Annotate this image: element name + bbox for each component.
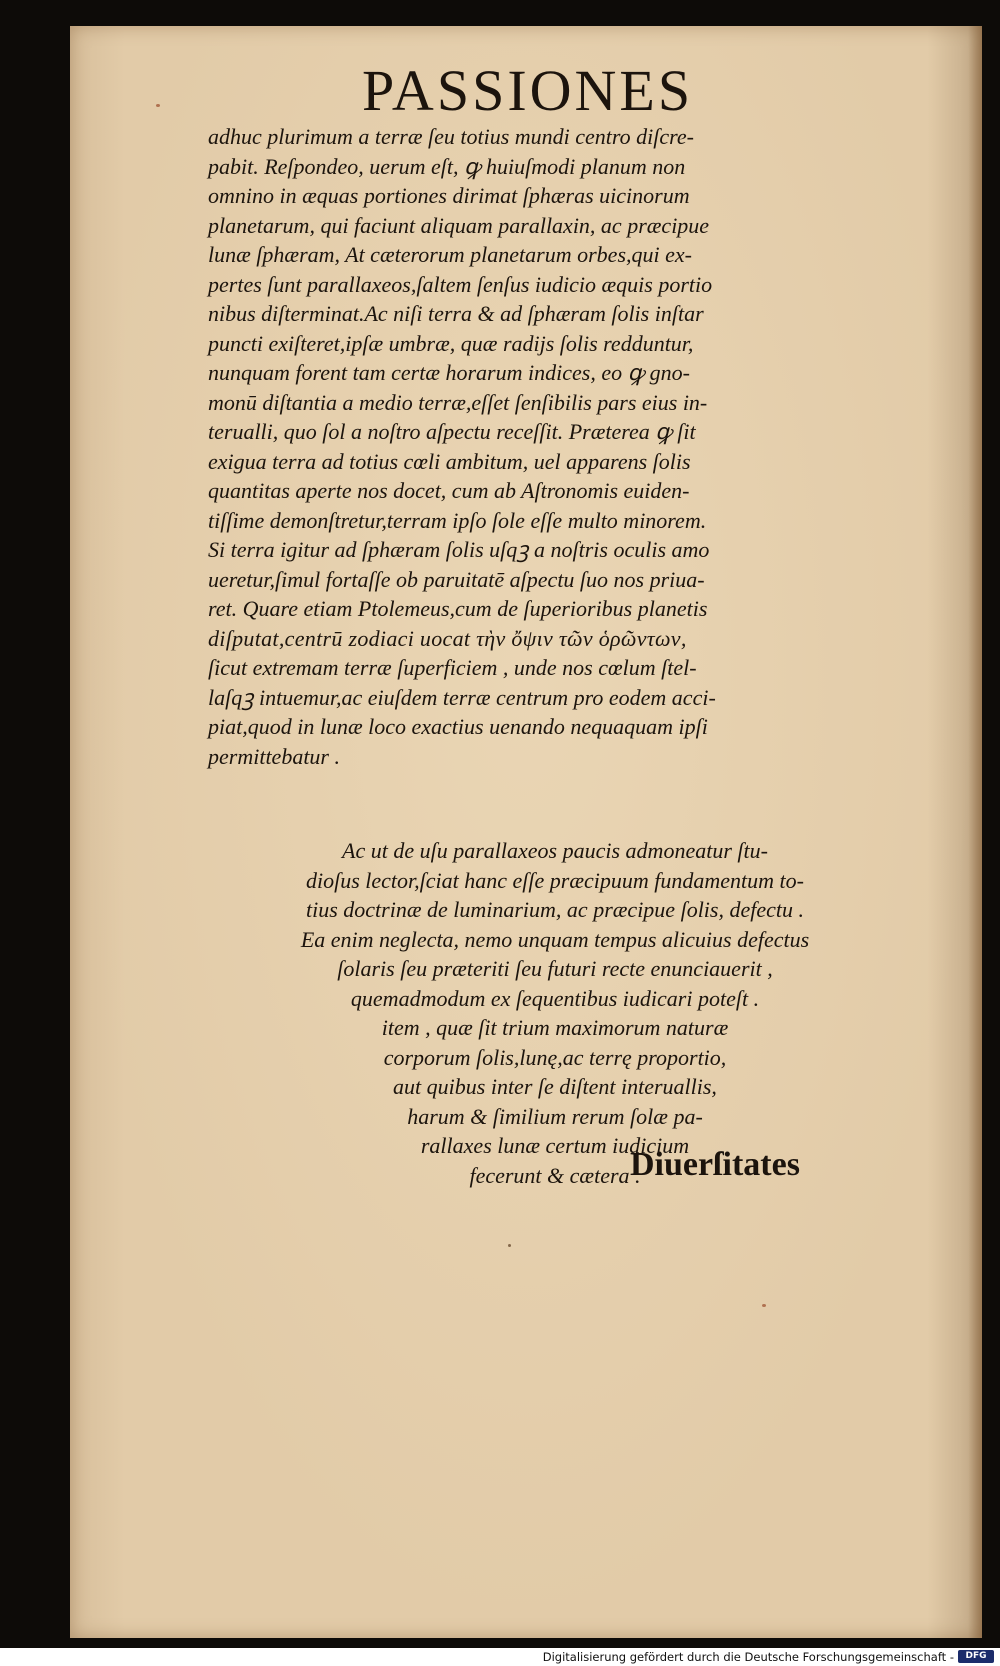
text-line: harum & ſimilium rerum ſolæ pa- — [407, 1103, 703, 1129]
digitization-credit: Digitalisierung gefördert durch die Deutsche Forschungsgemeinschaft - — [542, 1650, 954, 1664]
text-line: laſqꝫ intuemur,ac eiuſdem terræ centrum pro eodem acci- — [208, 684, 716, 710]
text-line-greek: diſputat,centrū zodiaci uocat τὴν ὄψιν τῶν ὁρῶντων, — [208, 625, 687, 651]
text-line: ueretur,ſimul fortaſſe ob paruitatē aſpectu ſuo nos priua- — [208, 566, 705, 592]
text-line: tius doctrinæ de luminarium, ac præcipue ſolis, defectu . — [305, 897, 804, 922]
catchword: Diuerſitates — [630, 1146, 800, 1183]
text-line: corporum ſolis,lunę,ac terrę proportio, — [383, 1044, 727, 1070]
text-line: quemadmodum ex ſequentibus iudicari poteſt . — [350, 985, 760, 1011]
page-edge-shadow — [968, 26, 982, 1638]
paper-speck — [508, 1244, 511, 1247]
text-line: rallaxes lunæ certum iudicium — [420, 1133, 690, 1158]
text-line: tiſſime demonſtretur,terram ipſo ſole eſſe multo minorem. — [208, 507, 707, 533]
text-line: monū diſtantia a medio terræ,eſſet ſenſibilis pars eius in- — [208, 389, 708, 415]
text-line: pertes ſunt parallaxeos,ſaltem ſenſus iudicio æquis portio — [208, 271, 713, 297]
text-line: puncti exiſteret,ipſæ umbræ, quæ radijs ſolis redduntur, — [208, 330, 694, 356]
text-line: adhuc plurimum a terræ ſeu totius mundi centro diſcre- — [208, 124, 694, 149]
dfg-logo: DFG — [958, 1650, 994, 1663]
text-line: planetarum, qui faciunt aliquam parallaxin, ac præcipue — [208, 212, 710, 238]
text-line: dioſus lector,ſciat hanc eſſe præcipuum fundamentum to- — [306, 867, 804, 893]
text-line: Ea enim neglecta, nemo unquam tempus alicuius defectus — [300, 926, 810, 952]
paragraph-1 — [208, 122, 898, 771]
text-line: omnino in æquas portiones dirimat ſphæras uicinorum — [208, 183, 690, 208]
text-line: aut quibus inter ſe diſtent interuallis, — [393, 1074, 717, 1099]
running-head: PASSIONES — [362, 58, 694, 123]
text-line: nibus diſterminat.Ac niſi terra & ad ſphæram ſolis inſtar — [208, 301, 704, 326]
text-line: pabit. Reſpondeo, uerum eſt, ꝙ huiuſmodi planum non — [208, 153, 686, 179]
text-line: nunquam forent tam certæ horarum indices, eo ꝙ gno- — [208, 360, 690, 385]
paper-speck — [762, 1304, 766, 1307]
paper-speck — [156, 104, 160, 107]
text-line: piat,quod in lunæ loco exactius uenando nequaquam ipſi — [208, 714, 708, 739]
paragraph-2-tapered — [210, 836, 900, 1190]
text-line: ſolaris ſeu præteriti ſeu futuri recte enunciauerit , — [337, 956, 773, 981]
text-line: item , quæ ſit trium maximorum naturæ — [381, 1015, 729, 1040]
text-line: exigua terra ad totius cœli ambitum, uel apparens ſolis — [208, 448, 691, 474]
text-line: lunæ ſphæram, At cæterorum planetarum orbes,qui ex- — [208, 242, 692, 267]
text-line: ret. Quare etiam Ptolemeus,cum de ſuperioribus planetis — [208, 596, 708, 621]
text-line: terualli, quo ſol a noſtro aſpectu receſſit. Præterea ꝙ ſit — [208, 419, 696, 444]
text-line: quantitas aperte nos docet, cum ab Aſtronomis euiden- — [208, 478, 690, 503]
text-line: permittebatur . — [208, 743, 340, 769]
text-line: Si terra igitur ad ſphæram ſolis uſqꝫ a noſtris oculis amo — [208, 537, 710, 562]
text-line: ſicut extremam terræ ſuperficiem , unde nos cœlum ſtel- — [208, 655, 697, 680]
text-line: fecerunt & cætera . — [469, 1162, 641, 1188]
text-line: Ac ut de uſu parallaxeos paucis admoneatur ſtu- — [342, 838, 768, 863]
